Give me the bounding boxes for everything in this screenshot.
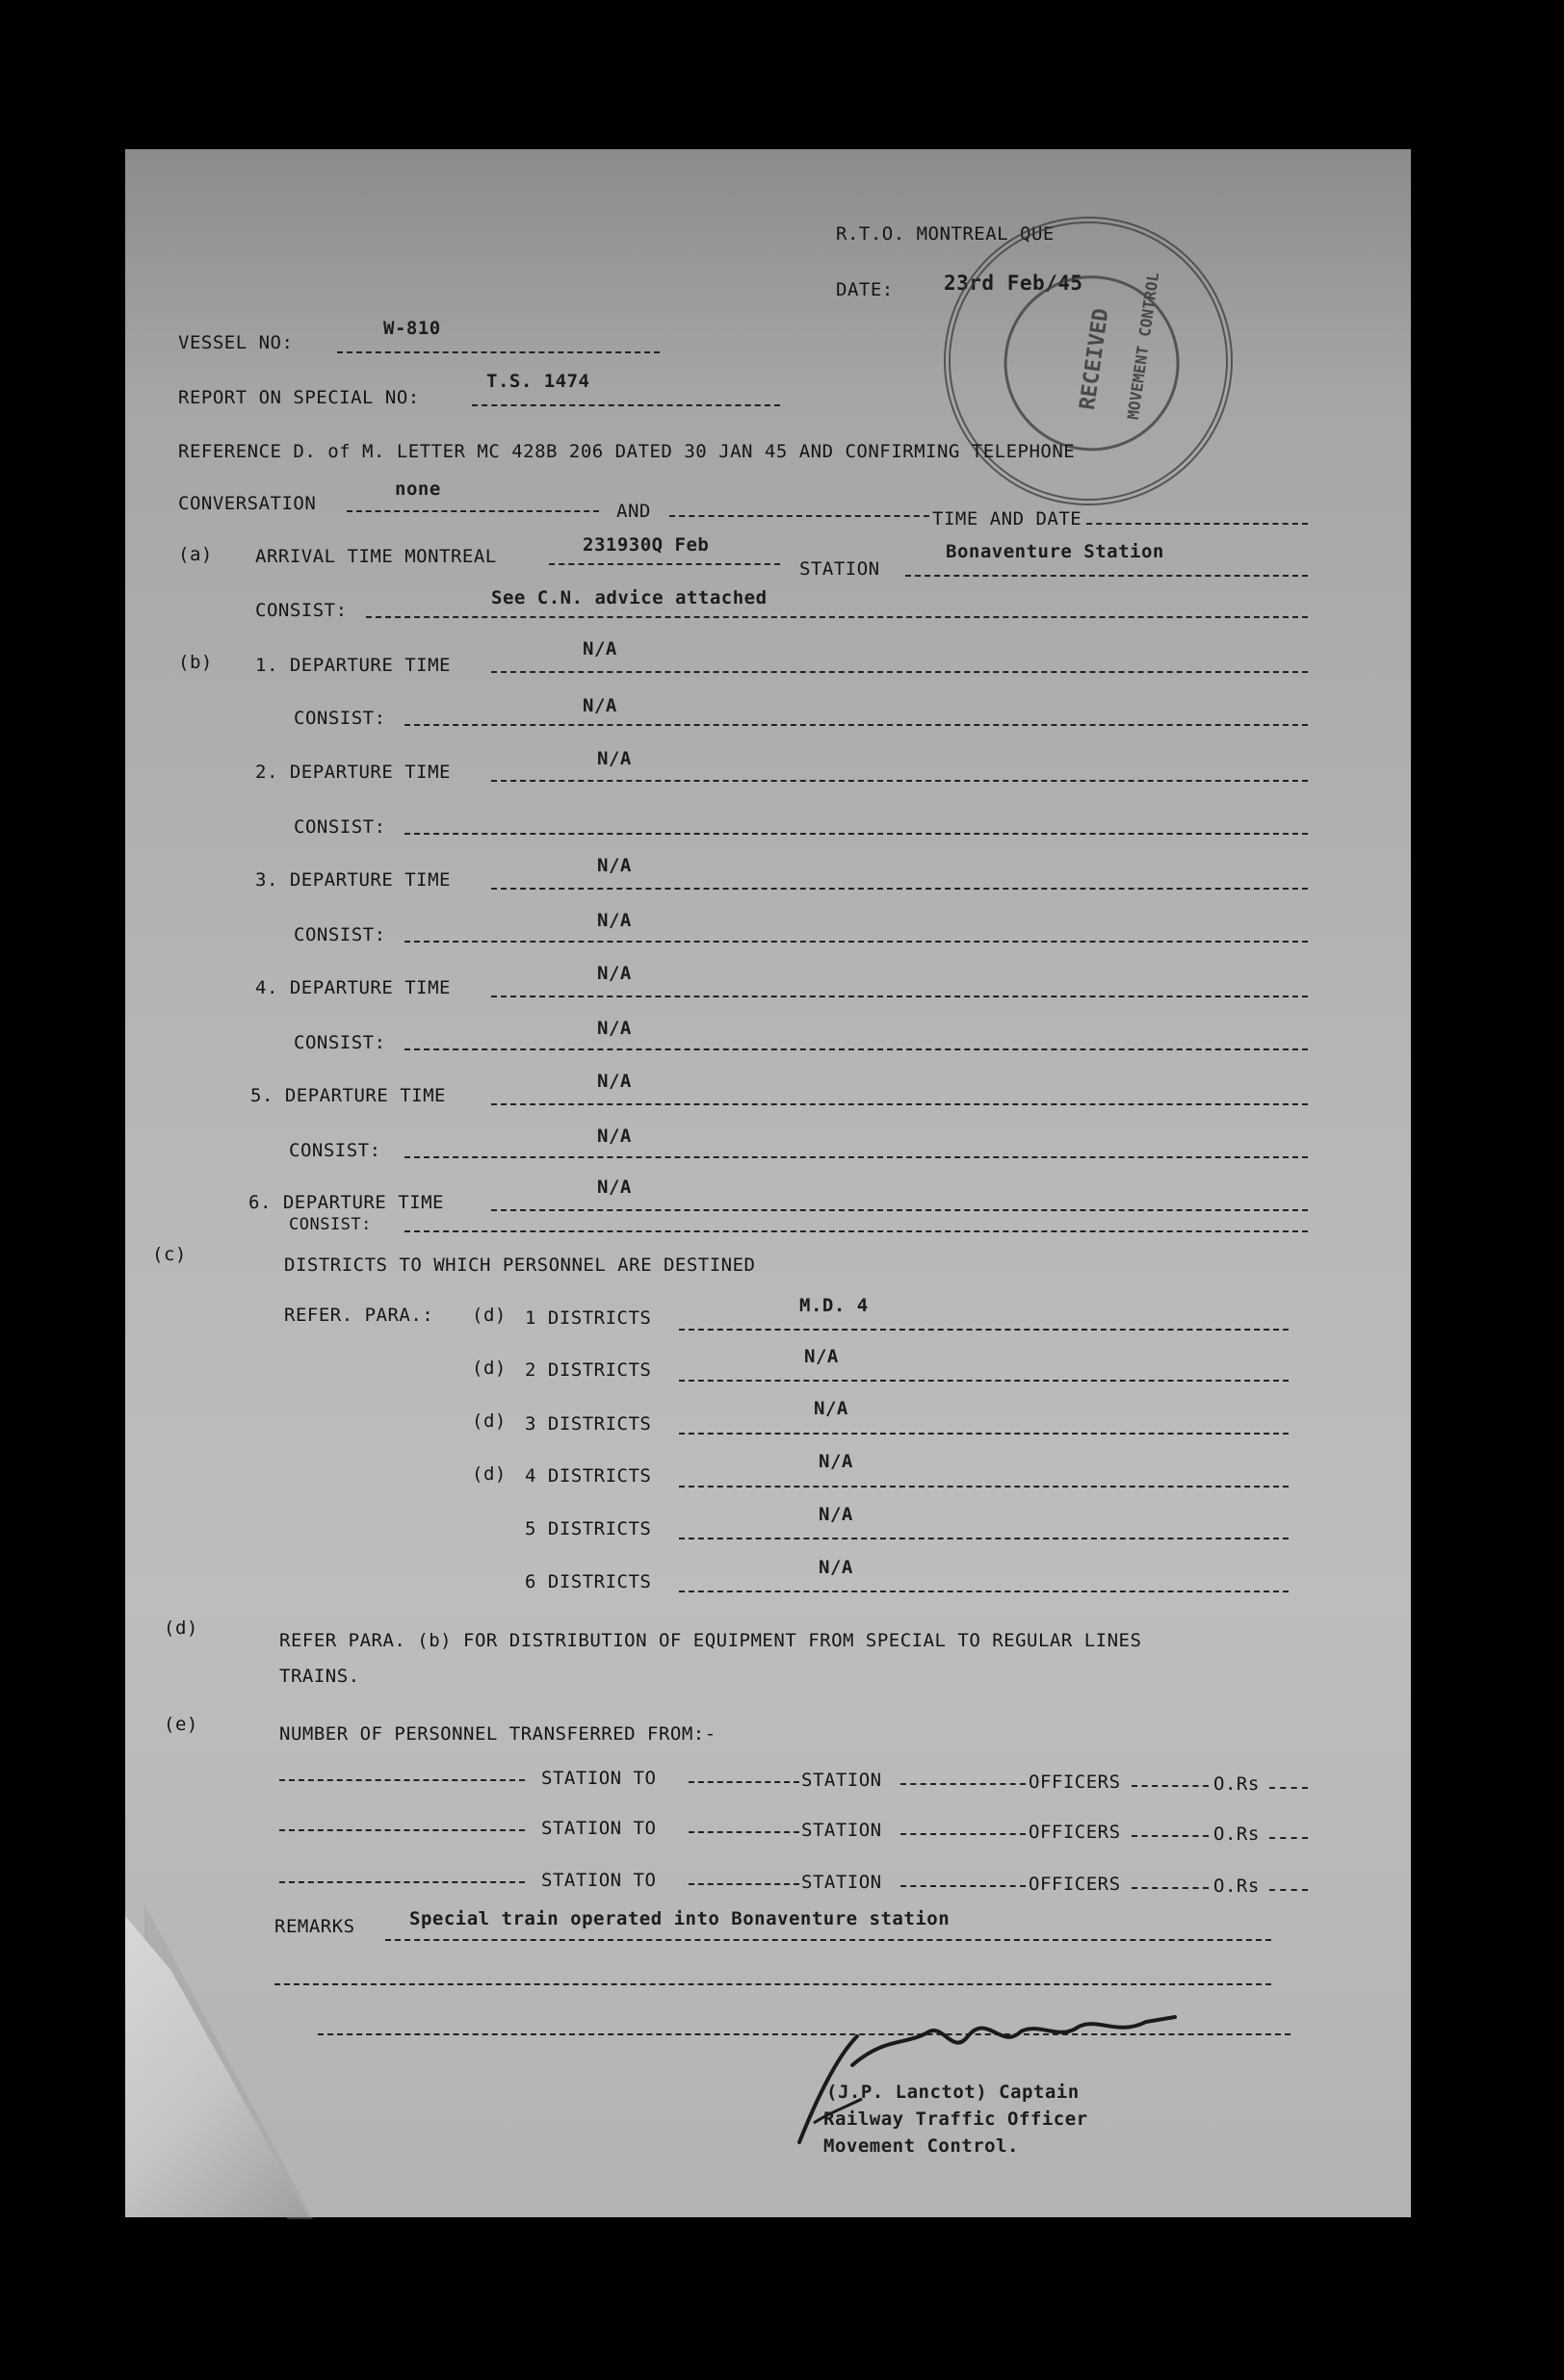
consist-4-label: CONSIST: (294, 1032, 386, 1053)
transfer-1-officers: OFFICERS (1029, 1772, 1121, 1793)
arrival-consist-line (366, 616, 1308, 618)
district-2-line (679, 1380, 1289, 1382)
arrival-consist-label: CONSIST: (255, 600, 348, 621)
remarks-label: REMARKS (274, 1916, 355, 1937)
district-2-value: N/A (804, 1346, 839, 1367)
transfer-3-station-to: STATION TO (541, 1870, 657, 1891)
arrival-value: 231930Q Feb (583, 534, 710, 556)
consist-1-value: N/A (583, 695, 617, 716)
district-5-value: N/A (819, 1504, 853, 1525)
consist-5-value: N/A (597, 1125, 632, 1147)
transfer-3-officers: OFFICERS (1029, 1874, 1121, 1895)
transfer-2-ors: O.Rs (1213, 1824, 1260, 1845)
district-4-prefix: (d) (472, 1463, 507, 1485)
consist-2-line (404, 833, 1308, 835)
section-d-line2: TRAINS. (279, 1666, 360, 1687)
arrival-consist-value: See C.N. advice attached (491, 587, 768, 608)
transfer-3-ors-line (1269, 1889, 1308, 1891)
rto-heading: R.T.O. MONTREAL QUE (836, 223, 1055, 245)
districts-title: DISTRICTS TO WHICH PERSONNEL ARE DESTINED (284, 1255, 756, 1276)
district-6-label: 6 DISTRICTS (525, 1571, 652, 1592)
consist-3-label: CONSIST: (294, 924, 386, 945)
departure-1-line (491, 671, 1308, 673)
departure-3-line (491, 888, 1308, 890)
section-c-marker: (c) (152, 1244, 187, 1265)
departure-3-label: 3. DEPARTURE TIME (255, 869, 451, 891)
remarks-line-1 (385, 1939, 1271, 1941)
vessel-line (337, 351, 660, 353)
special-label: REPORT ON SPECIAL NO: (178, 387, 420, 408)
transfer-1-station-line (900, 1783, 1026, 1785)
consist-6-line (404, 1230, 1308, 1232)
transfer-1-station: STATION (801, 1770, 882, 1791)
consist-2-label: CONSIST: (294, 816, 386, 838)
departure-4-label: 4. DEPARTURE TIME (255, 977, 451, 998)
consist-4-value: N/A (597, 1018, 632, 1039)
district-2-prefix: (d) (472, 1358, 507, 1379)
section-e-marker: (e) (164, 1714, 198, 1735)
district-5-line (679, 1538, 1289, 1539)
district-1-value: M.D. 4 (799, 1295, 869, 1316)
signature-title: Railway Traffic Officer (823, 2108, 1088, 2130)
transfer-3-station-line (900, 1885, 1026, 1887)
transfer-1-to-line (689, 1781, 799, 1783)
district-6-line (679, 1591, 1289, 1592)
refer-para-label: REFER. PARA.: (284, 1305, 434, 1326)
district-3-label: 3 DISTRICTS (525, 1413, 652, 1435)
stamp-text: RECEIVED (1075, 306, 1114, 412)
transfer-2-officers: OFFICERS (1029, 1822, 1121, 1843)
signature-name: (J.P. Lanctot) Captain (826, 2082, 1080, 2103)
date-value: 23rd Feb/45 (944, 272, 1083, 295)
consist-5-line (404, 1156, 1308, 1158)
consist-3-value: N/A (597, 910, 632, 931)
departure-5-line (491, 1103, 1308, 1105)
transfer-title: NUMBER OF PERSONNEL TRANSFERRED FROM:- (279, 1723, 717, 1745)
conversation-label: CONVERSATION (178, 493, 317, 514)
district-3-line (679, 1433, 1289, 1435)
transfer-3-station: STATION (801, 1872, 882, 1893)
transfer-1-station-to: STATION TO (541, 1768, 657, 1789)
transfer-2-station: STATION (801, 1820, 882, 1841)
district-5-label: 5 DISTRICTS (525, 1518, 652, 1539)
station-label: STATION (799, 558, 880, 580)
consist-6-label: CONSIST: (289, 1215, 372, 1234)
vessel-label: VESSEL NO: (178, 332, 294, 353)
district-1-prefix: (d) (472, 1305, 507, 1326)
transfer-1-ors: O.Rs (1213, 1773, 1260, 1795)
transfer-1-officers-line (1132, 1785, 1209, 1787)
time-date-label: TIME AND DATE (932, 508, 1082, 530)
section-a-marker: (a) (178, 544, 213, 565)
transfer-2-station-line (900, 1833, 1026, 1835)
consist-1-line (404, 724, 1308, 726)
remarks-line-2 (274, 1983, 1271, 1985)
departure-2-value: N/A (597, 748, 632, 769)
section-d-line1: REFER PARA. (b) FOR DISTRIBUTION OF EQUIPMENT FROM SPECIAL TO REGULAR LINES (279, 1630, 1142, 1651)
departure-1-label: 1. DEPARTURE TIME (255, 655, 451, 676)
consist-1-label: CONSIST: (294, 708, 386, 729)
district-1-line (679, 1329, 1289, 1331)
departure-5-label: 5. DEPARTURE TIME (250, 1085, 446, 1106)
transfer-2-ors-line (1269, 1837, 1308, 1839)
transfer-2-station-to: STATION TO (541, 1818, 657, 1839)
special-line (472, 404, 780, 406)
section-d-marker: (d) (164, 1617, 198, 1639)
district-4-label: 4 DISTRICTS (525, 1465, 652, 1487)
district-4-value: N/A (819, 1451, 853, 1472)
consist-3-line (404, 941, 1308, 943)
departure-5-value: N/A (597, 1071, 632, 1092)
transfer-3-from-line (279, 1881, 525, 1883)
departure-4-value: N/A (597, 963, 632, 984)
station-value: Bonaventure Station (946, 541, 1164, 562)
transfer-1-ors-line (1269, 1787, 1308, 1789)
remarks-value: Special train operated into Bonaventure station (409, 1908, 951, 1929)
transfer-3-to-line (689, 1883, 799, 1885)
arrival-label: ARRIVAL TIME MONTREAL (255, 546, 497, 567)
departure-4-line (491, 996, 1308, 997)
transfer-2-from-line (279, 1829, 525, 1831)
section-b-marker: (b) (178, 652, 213, 673)
stamp-subtext: MOVEMENT CONTROL (1123, 271, 1163, 421)
special-value: T.S. 1474 (486, 371, 590, 392)
vessel-value: W-810 (383, 318, 441, 339)
and-label: AND (616, 501, 651, 522)
and-line (669, 515, 929, 517)
district-3-value: N/A (814, 1398, 848, 1419)
district-2-label: 2 DISTRICTS (525, 1359, 652, 1381)
departure-2-line (491, 780, 1308, 782)
station-line (905, 575, 1308, 577)
departure-2-label: 2. DEPARTURE TIME (255, 762, 451, 783)
departure-1-value: N/A (583, 638, 617, 660)
transfer-3-ors: O.Rs (1213, 1876, 1260, 1897)
departure-6-label: 6. DEPARTURE TIME (248, 1192, 444, 1213)
district-6-value: N/A (819, 1557, 853, 1578)
reference-line: REFERENCE D. of M. LETTER MC 428B 206 DATED 30 JAN 45 AND CONFIRMING TELEPHONE (178, 441, 1076, 462)
consist-5-label: CONSIST: (289, 1140, 381, 1161)
conversation-value: none (395, 479, 441, 500)
transfer-1-from-line (279, 1779, 525, 1781)
district-3-prefix: (d) (472, 1410, 507, 1432)
district-4-line (679, 1486, 1289, 1488)
transfer-2-officers-line (1132, 1835, 1209, 1837)
arrival-line (549, 563, 780, 565)
conversation-line (347, 510, 599, 512)
signature-unit: Movement Control. (823, 2135, 1019, 2157)
time-date-line (1086, 523, 1308, 525)
departure-6-line (491, 1209, 1308, 1211)
district-1-label: 1 DISTRICTS (525, 1307, 652, 1329)
transfer-3-officers-line (1132, 1887, 1209, 1889)
date-label: DATE: (836, 279, 894, 300)
transfer-2-to-line (689, 1831, 799, 1833)
departure-6-value: N/A (597, 1177, 632, 1198)
departure-3-value: N/A (597, 855, 632, 876)
consist-4-line (404, 1048, 1308, 1050)
